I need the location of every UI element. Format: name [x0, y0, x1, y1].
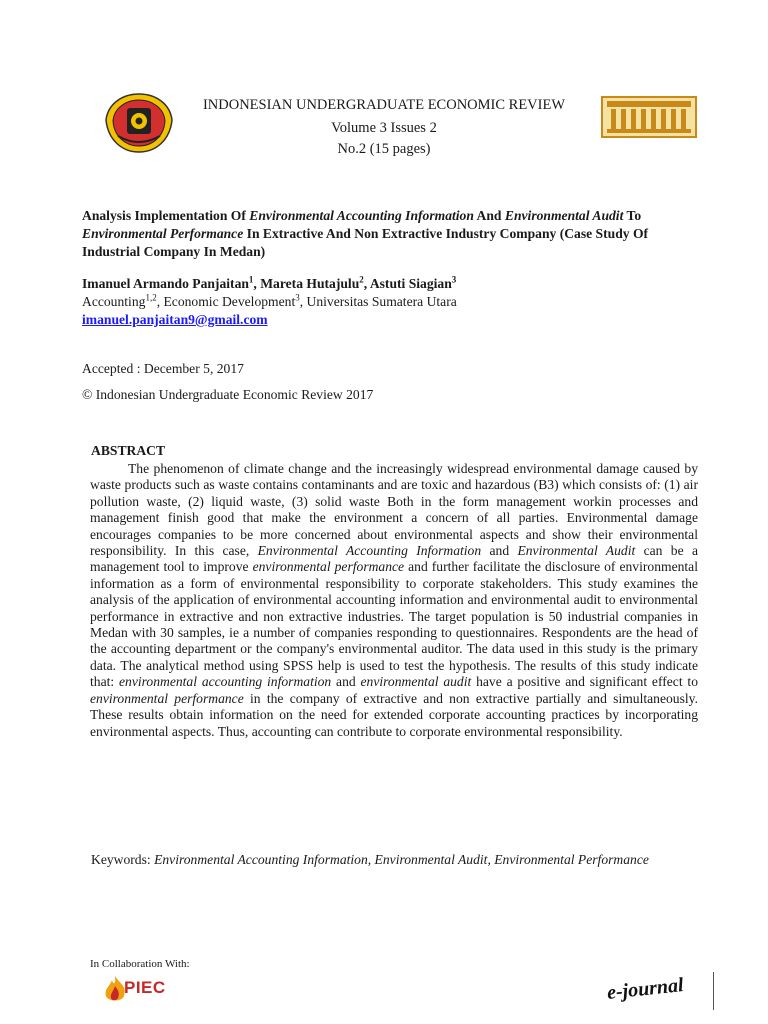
piec-logo: PIEC: [100, 974, 180, 1006]
journal-issue: No.2 (15 pages): [337, 141, 431, 157]
collaboration-label: In Collaboration With:: [90, 958, 190, 970]
keywords: Keywords: Environmental Accounting Information, Environmental Audit, Environmental Performance: [91, 852, 649, 867]
author-email-link[interactable]: imanuel.panjaitan9@gmail.com: [82, 312, 268, 327]
affiliation: Accounting$^{1,2}$, Economic Development$^3$, Universitas Sumatera Utara: [82, 292, 457, 309]
paper-title: Analysis Implementation Of Environmental Accounting Information And Environmental Audit To Environmental Performance In Extractive And Non Extractive Industry Company (Case Study Of Industrial Company In Medan): [82, 208, 649, 259]
abstract-body: The phenomenon of climate change and the increasingly widespread environmental damage caused by waste products such as waste contains contaminants and are toxic and hazardous (B3) which consists of: (1) air pollution waste, (2) liquid waste, (3) solid waste Both in the form management workin processes and management finish good that make the environment a concern of all parties. Environmental damage encourages companies to be more concerned about environmental aspects and show their environmental responsibility. In this case, Environmental Accounting Information and Environmental Audit can be a management tool to improve environmental performance and further facilitate the disclosure of environmental information as a form of environmental responsibility to corporate stakeholders. This study examines the analysis of the application of environmental accounting information and environmental audit to environmental performance in extractive and non extractive industries. The target population is 50 industrial companies in Medan with 30 samples, ie a number of companies responding to questionnaires. Respondents are the head of the accounting department or the company's environmental auditor. The data used in this study is the primary data. The analytical method using SPSS help is used to test the hypothesis. The results of this study indicate that: environmental accounting information and environmental audit have a positive and significant effect to environmental performance in the company of extractive and non extractive partially and simultaneously. These results obtain information on the need for extended corporate accounting practices by incorporating environmental aspects. Thus, accounting can contribute to corporate environmental responsibility.: [90, 461, 698, 739]
author-list: Imanuel Armando Panjaitan$^1$, Mareta Hutajulu$^2$, Astuti Siagian$^3$: [82, 274, 457, 291]
e-journal-logo: e-journal: [606, 974, 685, 1004]
accepted-date: Accepted : December 5, 2017: [82, 361, 244, 376]
abstract-heading: ABSTRACT: [91, 443, 166, 458]
footer-divider: [713, 972, 714, 1010]
journal-volume: Volume 3 Issues 2: [331, 120, 437, 136]
copyright-notice: © Indonesian Undergraduate Economic Review 2017: [82, 387, 374, 402]
journal-name: INDONESIAN UNDERGRADUATE ECONOMIC REVIEW: [202, 97, 566, 113]
